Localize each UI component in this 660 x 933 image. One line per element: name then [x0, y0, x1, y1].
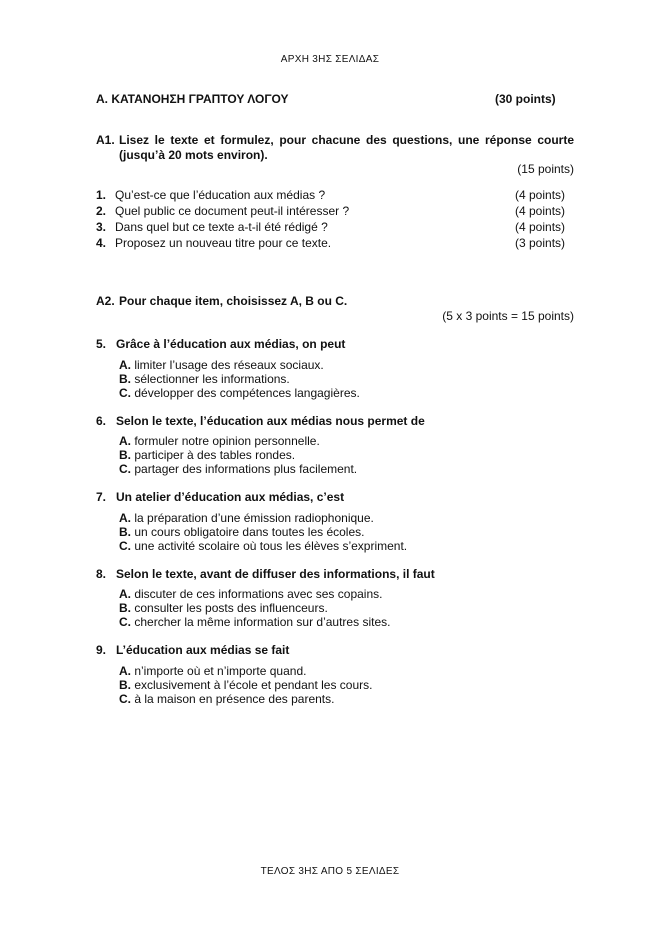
question-points: (4 points): [515, 188, 566, 202]
option-letter: C.: [119, 615, 131, 629]
option-letter: A.: [119, 664, 131, 678]
a1-instruction-line2: (jusqu’à 20 mots environ).: [119, 148, 268, 162]
option-text: consulter les posts des influenceurs.: [134, 601, 328, 615]
option-text: développer des compétences langagières.: [134, 386, 360, 400]
section-points: (30 points): [495, 92, 556, 106]
option-text: limiter l’usage des réseaux sociaux.: [134, 358, 324, 372]
question-number: 4.: [96, 236, 107, 250]
section-title: Α. ΚΑΤΑΝΟΗΣΗ ΓΡΑΠΤΟΥ ΛΟΓΟΥ: [96, 92, 289, 106]
option-text: partager des informations plus facilement.: [134, 462, 358, 476]
option-a: [119, 664, 306, 679]
option-c: [119, 539, 407, 554]
option-letter: B.: [119, 448, 131, 462]
option-c: [119, 386, 360, 401]
a2-instruction: Pour chaque item, choisissez A, B ou C.: [119, 294, 348, 308]
option-text: sélectionner les informations.: [134, 372, 290, 386]
option-a: [119, 511, 374, 526]
a1-points: (15 points): [517, 162, 574, 176]
a1-question-4: [96, 236, 566, 251]
question-text: Dans quel but ce texte a-t-il été rédigé ?: [115, 220, 328, 234]
option-letter: A.: [119, 511, 131, 525]
option-text: discuter de ces informations avec ses copains.: [134, 587, 383, 601]
a1-instruction-line1: Lisez le texte et formulez, pour chacune des questions, une réponse courte: [119, 133, 574, 147]
question-text: Quel public ce document peut-il intéresser ?: [115, 204, 350, 218]
option-text: exclusivement à l’école et pendant les cours.: [134, 678, 373, 692]
option-letter: A.: [119, 434, 131, 448]
option-letter: A.: [119, 358, 131, 372]
option-text: chercher la même information sur d’autres sites.: [134, 615, 391, 629]
a2-label: A2.: [96, 294, 115, 308]
item-stem: Un atelier d’éducation aux médias, c’est: [116, 490, 345, 504]
option-text: une activité scolaire où tous les élèves s’expriment.: [134, 539, 408, 553]
option-b: [119, 678, 372, 693]
item-stem: Selon le texte, avant de diffuser des informations, il faut: [116, 567, 435, 581]
option-letter: A.: [119, 587, 131, 601]
option-letter: B.: [119, 525, 131, 539]
question-text: Proposez un nouveau titre pour ce texte.: [115, 236, 332, 250]
item-stem: Grâce à l’éducation aux médias, on peut: [116, 337, 346, 351]
page-header: ΑΡΧΗ 3ΗΣ ΣΕΛΙΔΑΣ: [280, 54, 380, 65]
option-b: [119, 372, 290, 387]
option-text: un cours obligatoire dans toutes les écoles.: [134, 525, 365, 539]
option-letter: C.: [119, 692, 131, 706]
a1-label: A1.: [96, 133, 115, 147]
option-text: formuler notre opinion personnelle.: [134, 434, 320, 448]
option-text: n’importe où et n’importe quand.: [134, 664, 307, 678]
option-text: à la maison en présence des parents.: [134, 692, 335, 706]
item-number: 8.: [96, 567, 107, 581]
question-points: (4 points): [515, 220, 566, 234]
question-points: (4 points): [515, 204, 566, 218]
option-c: [119, 462, 357, 477]
option-letter: B.: [119, 601, 131, 615]
a1-question-2: [96, 204, 566, 219]
a1-question-1: [96, 188, 566, 203]
option-c: [119, 615, 390, 630]
option-b: [119, 448, 295, 463]
option-a: [119, 434, 320, 449]
option-letter: B.: [119, 372, 131, 386]
a1-question-3: [96, 220, 566, 235]
item-number: 9.: [96, 643, 107, 657]
question-number: 2.: [96, 204, 107, 218]
option-c: [119, 692, 334, 707]
option-text: participer à des tables rondes.: [134, 448, 296, 462]
option-b: [119, 601, 328, 616]
option-letter: C.: [119, 462, 131, 476]
option-a: [119, 587, 382, 602]
question-number: 3.: [96, 220, 107, 234]
item-number: 5.: [96, 337, 107, 351]
item-stem: Selon le texte, l’éducation aux médias nous permet de: [116, 414, 425, 428]
item-number: 6.: [96, 414, 107, 428]
option-letter: B.: [119, 678, 131, 692]
option-b: [119, 525, 364, 540]
question-number: 1.: [96, 188, 107, 202]
question-points: (3 points): [515, 236, 566, 250]
a2-points: (5 x 3 points = 15 points): [442, 309, 574, 323]
option-letter: C.: [119, 386, 131, 400]
question-text: Qu’est-ce que l’éducation aux médias ?: [115, 188, 326, 202]
item-number: 7.: [96, 490, 107, 504]
option-text: la préparation d’une émission radiophonique.: [134, 511, 374, 525]
option-a: [119, 358, 324, 373]
option-letter: C.: [119, 539, 131, 553]
item-stem: L’éducation aux médias se fait: [116, 643, 290, 657]
page-footer: ΤΕΛΟΣ 3ΗΣ ΑΠΟ 5 ΣΕΛΙΔΕΣ: [260, 866, 400, 877]
